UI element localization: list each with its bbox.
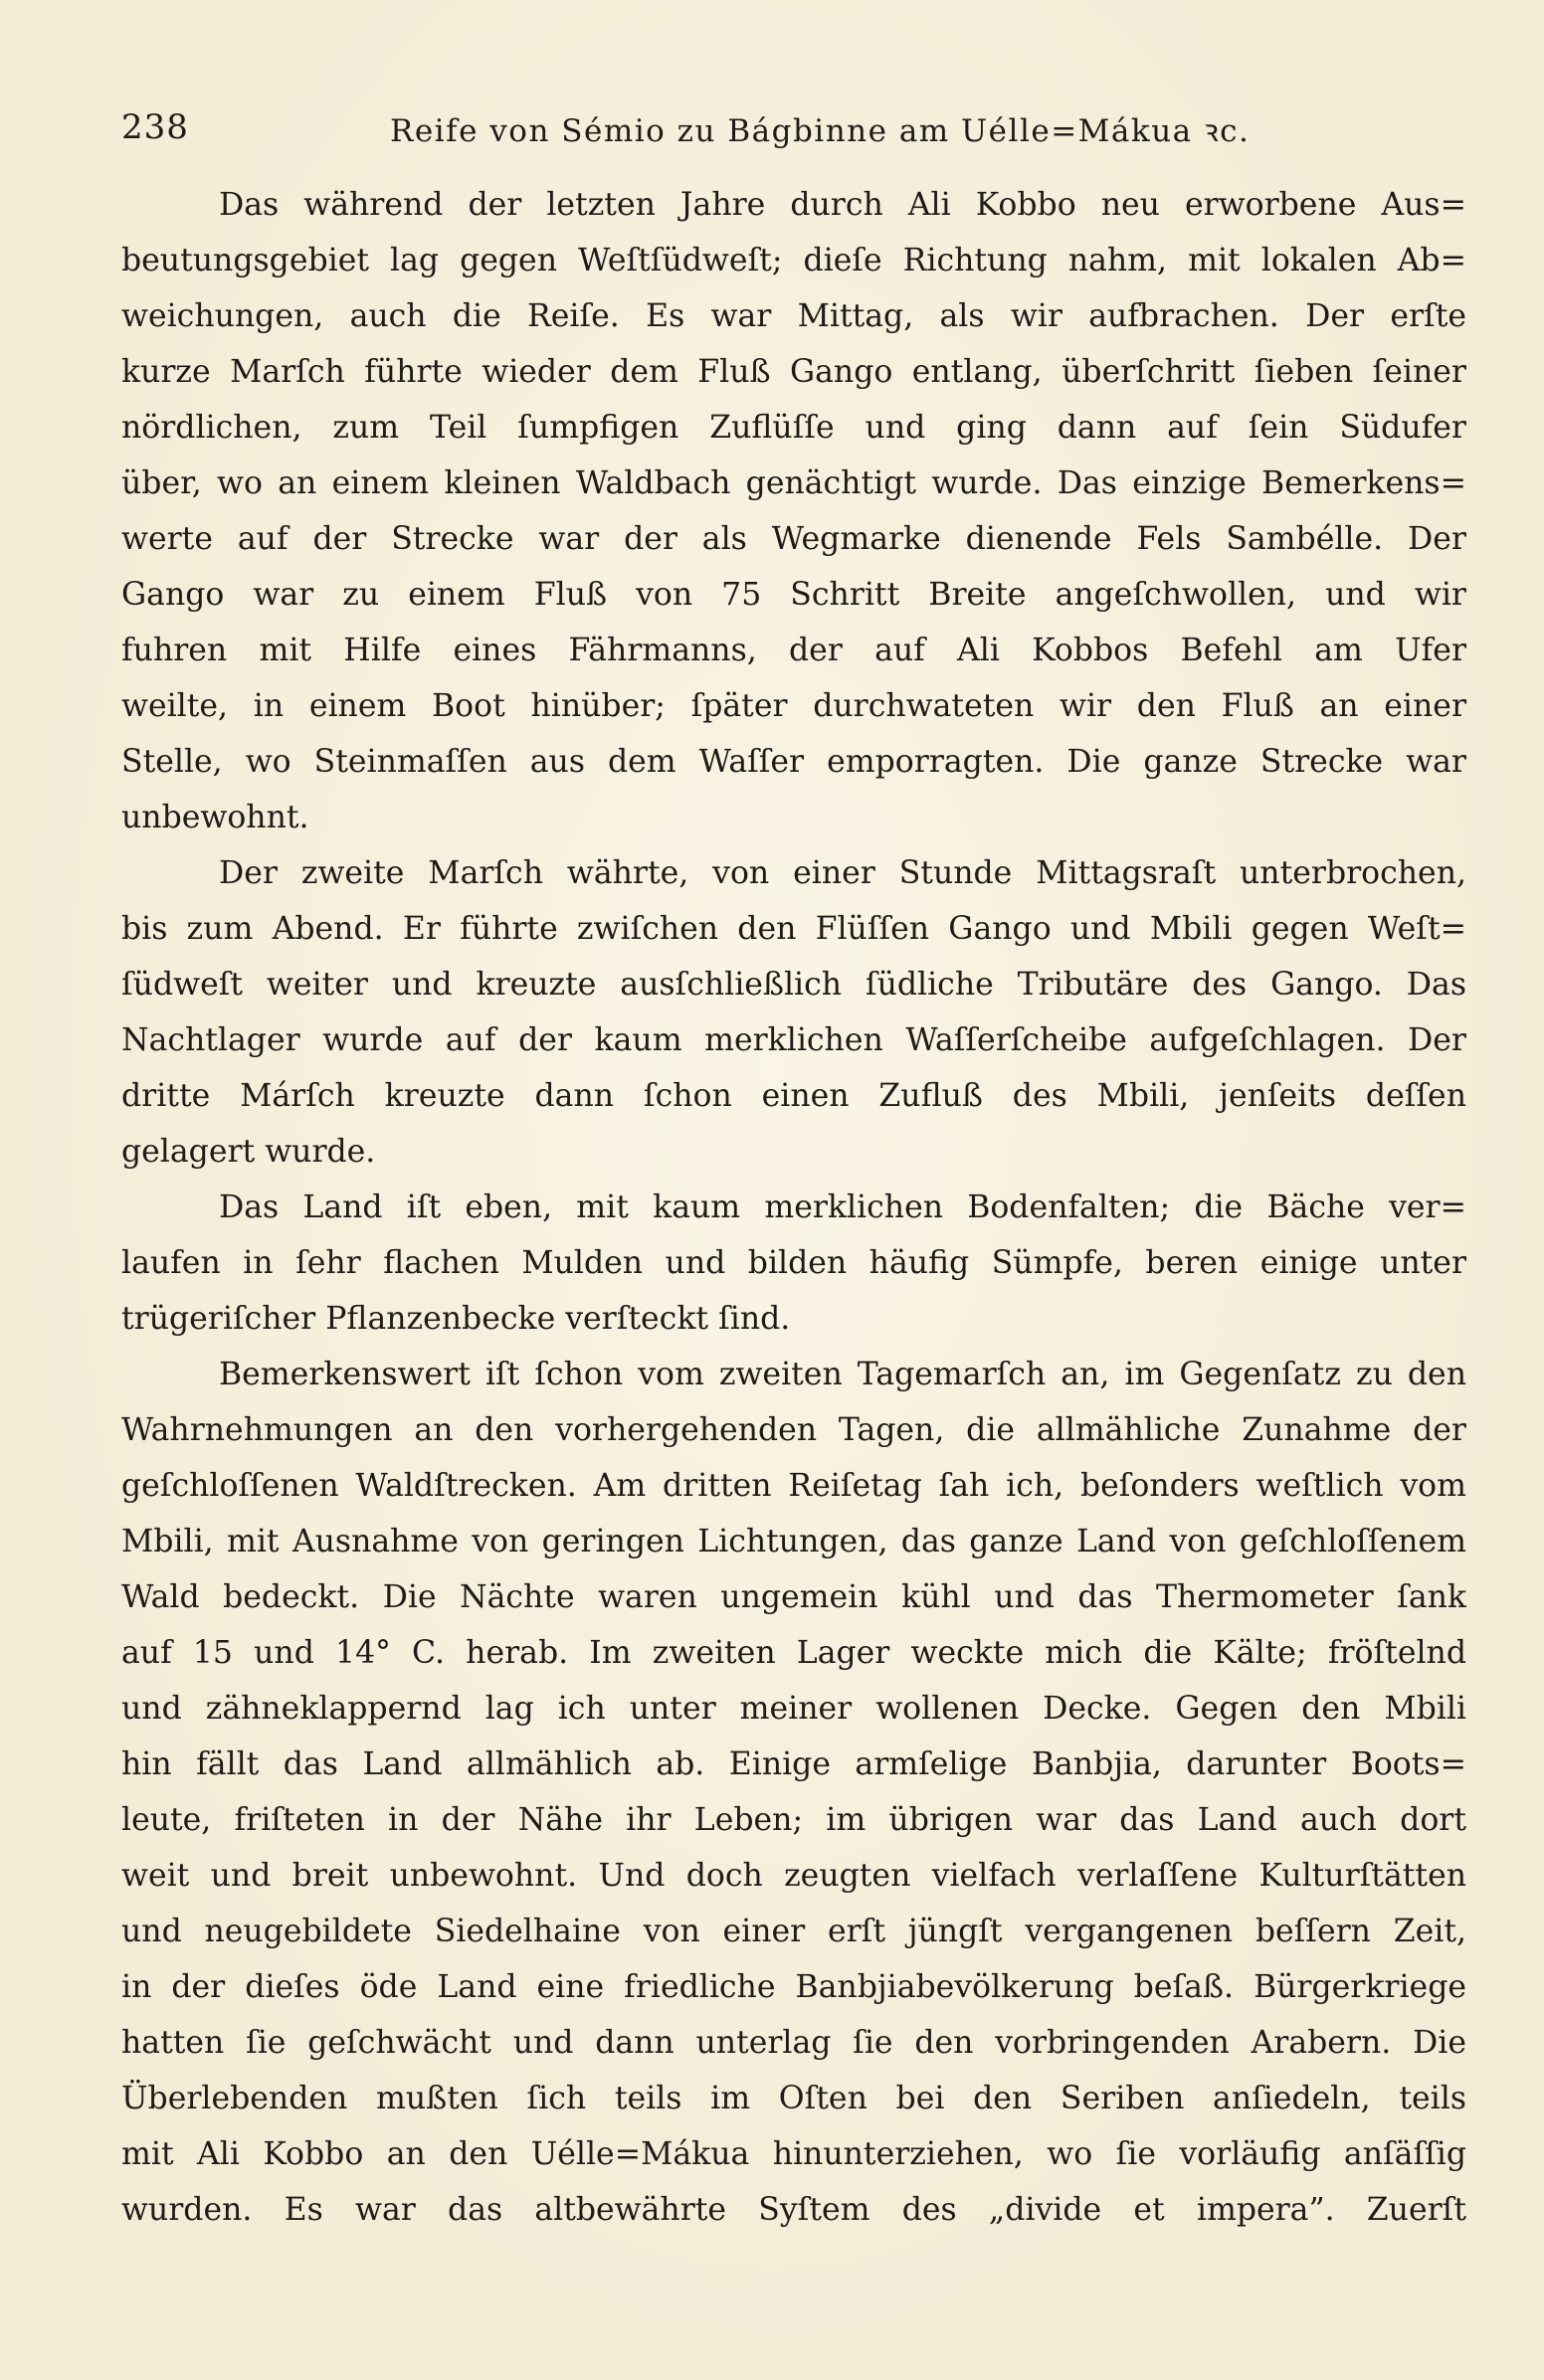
text-line: weilte, in einem Boot hinüber; ſpäter durchwateten wir den Fluß an einer xyxy=(121,688,1466,724)
text-line: Der zweite Marſch währte, von einer Stunde Mittagsraſt unterbrochen, xyxy=(219,855,1466,891)
text-line: mit Ali Kobbo an den Uélle=Mákua hinunterziehen, wo ſie vorläufig anſäſſig xyxy=(121,2136,1466,2172)
running-head: Reife von Sémio zu Bágbinne am Uélle=Mákua ꝛc. xyxy=(390,113,1251,149)
text-line: nördlichen, zum Teil ſumpfigen Zuflüſſe und ging dann auf ſein Südufer xyxy=(121,410,1466,446)
text-line: auf 15 und 14° C. herab. Im zweiten Lager weckte mich die Kälte; fröſtelnd xyxy=(121,1635,1466,1671)
text-line: Gango war zu einem Fluß von 75 Schritt Breite angeſchwollen, und wir xyxy=(121,577,1466,613)
text-line: Das während der letzten Jahre durch Ali Kobbo neu erworbene Aus= xyxy=(219,187,1466,223)
page-number: 238 xyxy=(121,107,189,147)
text-line: Stelle, wo Steinmaſſen aus dem Waſſer emporragten. Die ganze Strecke war xyxy=(121,744,1466,780)
text-line: hin fällt das Land allmählich ab. Einige armſelige Banbjia, darunter Boots= xyxy=(121,1746,1466,1782)
body-text xyxy=(121,177,1466,2238)
text-line: Bemerkenswert iſt ſchon vom zweiten Tagemarſch an, im Gegenſatz zu den xyxy=(219,1357,1466,1392)
text-line: wurden. Es war das altbewährte Syſtem des „divide et impera”. Zuerſt xyxy=(121,2192,1466,2228)
text-line: werte auf der Strecke war der als Wegmarke dienende Fels Sambélle. Der xyxy=(121,521,1466,557)
text-line: weichungen, auch die Reiſe. Es war Mittag, als wir aufbrachen. Der erſte xyxy=(121,298,1466,334)
text-line: leute, friſteten in der Nähe ihr Leben; im übrigen war das Land auch dort xyxy=(121,1802,1466,1838)
text-line: ſüdweſt weiter und kreuzte ausſchließlich ſüdliche Tributäre des Gango. Das xyxy=(121,967,1466,1003)
text-line: Wald bedeckt. Die Nächte waren ungemein kühl und das Thermometer ſank xyxy=(121,1579,1466,1615)
text-line: dritte Márſch kreuzte dann ſchon einen Zufluß des Mbili, jenſeits deſſen xyxy=(121,1078,1466,1114)
text-line: unbewohnt. xyxy=(121,800,309,835)
text-line: beutungsgebiet lag gegen Weſtſüdweſt; dieſe Richtung nahm, mit lokalen Ab= xyxy=(121,243,1466,278)
text-line: Nachtlager wurde auf der kaum merklichen Waſſerſcheibe aufgeſchlagen. Der xyxy=(121,1022,1466,1058)
text-line: laufen in ſehr flachen Mulden und bilden häufig Sümpfe, beren einige unter xyxy=(121,1245,1466,1281)
text-line: hatten ſie geſchwächt und dann unterlag ſie den vorbringenden Arabern. Die xyxy=(121,2025,1466,2061)
text-line: und neugebildete Siedelhaine von einer erſt jüngſt vergangenen beſſern Zeit, xyxy=(121,1914,1466,1949)
text-line: kurze Marſch führte wieder dem Fluß Gango entlang, überſchritt ſieben ſeiner xyxy=(121,354,1466,390)
text-line: Mbili, mit Ausnahme von geringen Lichtungen, das ganze Land von geſchloſſenem xyxy=(121,1524,1466,1559)
text-line: trügeriſcher Pflanzenbecke verſteckt ſind. xyxy=(121,1301,791,1337)
text-line: Überlebenden mußten ſich teils im Oſten bei den Seriben anſiedeln, teils xyxy=(121,2081,1466,2116)
text-line: geſchloſſenen Waldſtrecken. Am dritten Reiſetag ſah ich, beſonders weſtlich vom xyxy=(121,1468,1466,1504)
text-line: gelagert wurde. xyxy=(121,1134,376,1170)
text-line: in der dieſes öde Land eine friedliche Banbjiabevölkerung beſaß. Bürgerkriege xyxy=(121,1969,1466,2005)
text-line: weit und breit unbewohnt. Und doch zeugten vielfach verlaſſene Kulturſtätten xyxy=(121,1858,1466,1894)
text-line: über, wo an einem kleinen Waldbach genächtigt wurde. Das einzige Bemerkens= xyxy=(121,465,1466,501)
text-line: fuhren mit Hilfe eines Fährmanns, der auf Ali Kobbos Befehl am Ufer xyxy=(121,633,1466,668)
page-header xyxy=(121,107,1476,163)
text-line: Das Land iſt eben, mit kaum merklichen Bodenfalten; die Bäche ver= xyxy=(219,1190,1466,1225)
text-line: Wahrnehmungen an den vorhergehenden Tagen, die allmähliche Zunahme der xyxy=(121,1412,1466,1448)
text-line: und zähneklappernd lag ich unter meiner wollenen Decke. Gegen den Mbili xyxy=(121,1691,1466,1727)
text-line: bis zum Abend. Er führte zwiſchen den Flüſſen Gango und Mbili gegen Weſt= xyxy=(121,911,1466,947)
